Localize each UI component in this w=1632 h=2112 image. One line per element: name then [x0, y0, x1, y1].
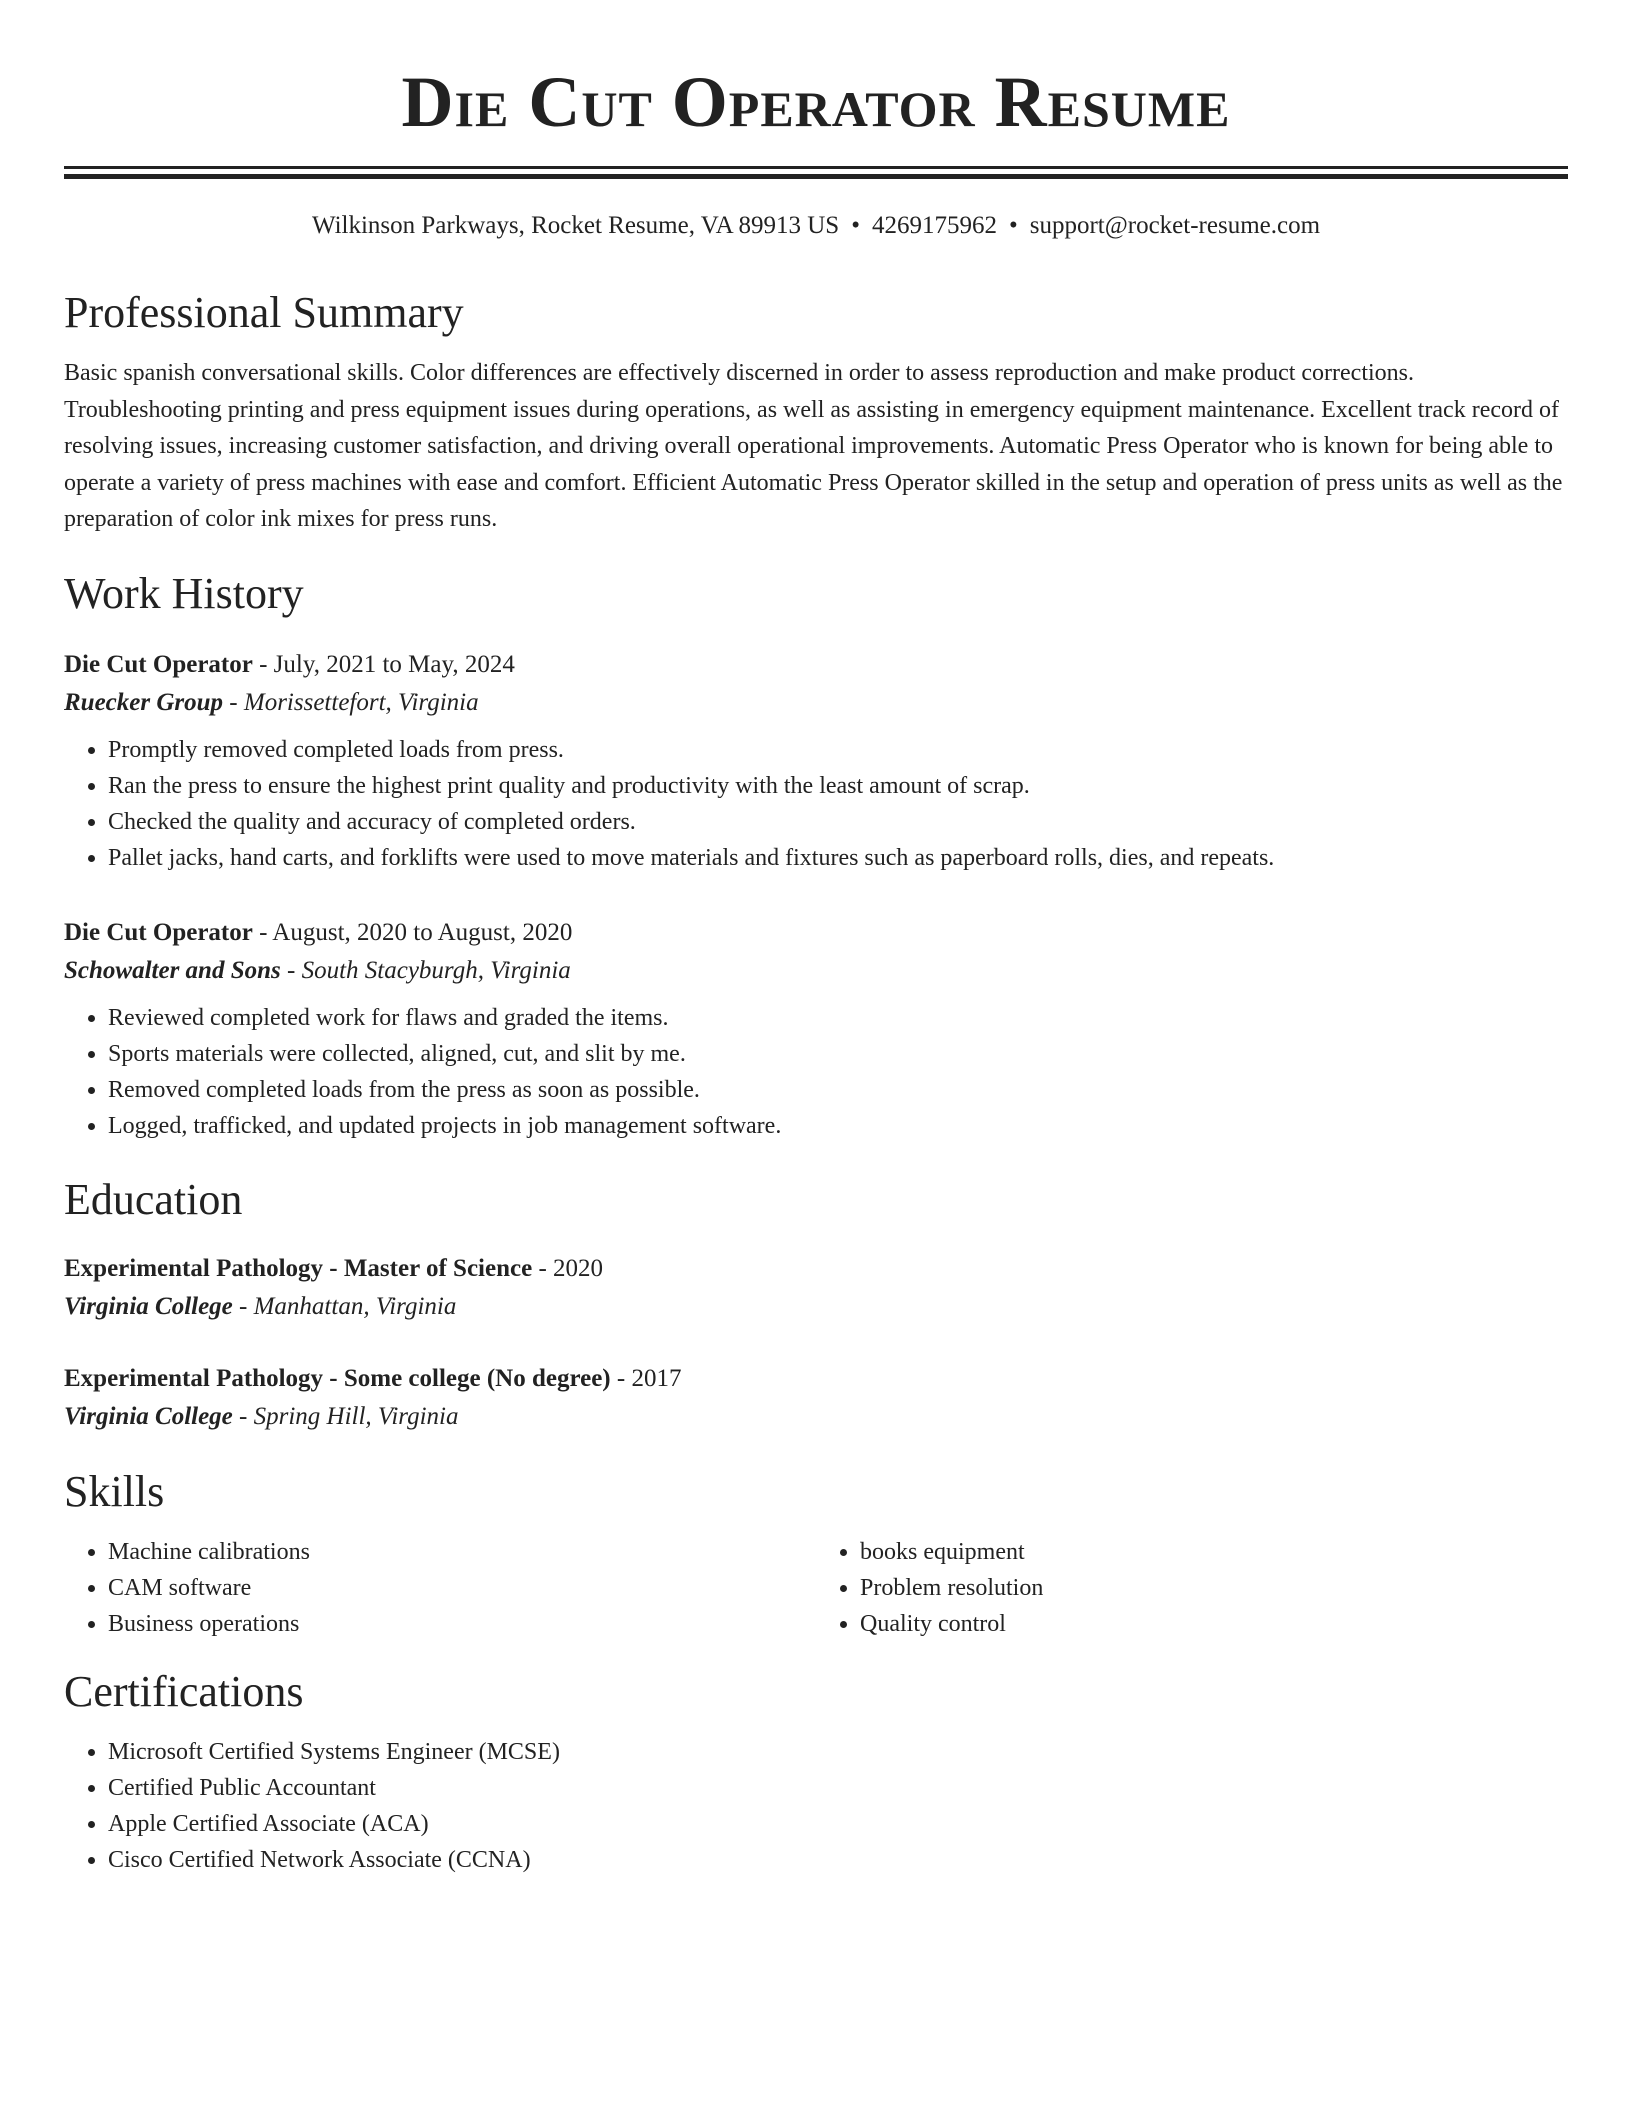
list-item: • Pallet jacks, hand carts, and forklifts were used to move materials and fixtures such as paperboard rolls, dies, and repeats. [108, 840, 1568, 876]
job-company-line [64, 684, 1568, 722]
degree: Experimental Pathology - Master of Science [64, 1254, 533, 1282]
list-item: • Microsoft Certified Systems Engineer (MCSE) [108, 1734, 1568, 1770]
list-item: • Logged, trafficked, and updated projects in job management software. [108, 1108, 1568, 1144]
skills-section [64, 1464, 1568, 1642]
list-item: • Business operations [108, 1606, 816, 1642]
work-history-heading: Work History [64, 568, 304, 618]
school-line [64, 1288, 1568, 1326]
education-entry [64, 1360, 1568, 1436]
resume-page [64, 0, 1568, 1878]
job-title: Die Cut Operator [64, 650, 253, 678]
job-location: - Morissettefort, Virginia [223, 688, 479, 716]
list-item: • Quality control [860, 1606, 1568, 1642]
degree-line [64, 1360, 1568, 1398]
title-double-rule [64, 166, 1568, 179]
contact-address: Wilkinson Parkways, Rocket Resume, VA 89913 US [311, 212, 840, 239]
degree-year: - 2017 [610, 1364, 682, 1392]
summary-heading: Professional Summary [64, 288, 464, 337]
job-title-line [64, 646, 1568, 684]
summary-section [64, 285, 1568, 538]
list-item: • Reviewed completed work for flaws and graded the items. [108, 1000, 1568, 1036]
job-location: - South Stacyburgh, Virginia [280, 956, 571, 984]
list-item: • Promptly removed completed loads from press. [108, 732, 1568, 768]
job-entry [64, 914, 1568, 1144]
skills-grid [64, 1520, 1568, 1642]
contact-phone: 4269175962 [871, 212, 997, 239]
list-item: • Certified Public Accountant [108, 1770, 1568, 1806]
school-line [64, 1398, 1568, 1436]
list-item: • Checked the quality and accuracy of completed orders. [108, 804, 1568, 840]
list-item: • books equipment [860, 1534, 1568, 1570]
list-item: • Problem resolution [860, 1570, 1568, 1606]
job-entry [64, 646, 1568, 876]
skills-column-left [64, 1534, 816, 1642]
school: Virginia College [64, 1292, 233, 1320]
degree: Experimental Pathology - Some college (No degree) [64, 1364, 611, 1392]
degree-year: - 2020 [532, 1254, 604, 1282]
school-location: - Manhattan, Virginia [232, 1292, 457, 1320]
job-dates: - August, 2020 to August, 2020 [252, 918, 573, 946]
list-item: • Sports materials were collected, aligned, cut, and slit by me. [108, 1036, 1568, 1072]
certifications-heading: Certifications [64, 1666, 304, 1716]
job-title-line [64, 914, 1568, 952]
school: Virginia College [64, 1402, 233, 1430]
list-item: • Ran the press to ensure the highest print quality and productivity with the least amount of scrap. [108, 768, 1568, 804]
resume-title: Die Cut Operator Resume [401, 62, 1231, 142]
list-item: • Cisco Certified Network Associate (CCNA) [108, 1842, 1568, 1878]
work-history-section [64, 566, 1568, 1144]
contact-separator: • [851, 212, 860, 239]
job-bullets [64, 732, 1568, 876]
job-company: Schowalter and Sons [64, 956, 281, 984]
skills-column-right [816, 1534, 1568, 1642]
list-item: • Removed completed loads from the press as soon as possible. [108, 1072, 1568, 1108]
education-entry [64, 1250, 1568, 1326]
education-section [64, 1172, 1568, 1436]
job-dates: - July, 2021 to May, 2024 [252, 650, 515, 678]
contact-line [64, 209, 1568, 243]
list-item: • Machine calibrations [108, 1534, 816, 1570]
degree-line [64, 1250, 1568, 1288]
list-item: • Apple Certified Associate (ACA) [108, 1806, 1568, 1842]
job-company: Ruecker Group [64, 688, 224, 716]
contact-email: support@rocket-resume.com [1029, 212, 1321, 239]
job-title: Die Cut Operator [64, 918, 253, 946]
skills-heading: Skills [64, 1466, 165, 1516]
contact-separator: • [1008, 212, 1018, 239]
school-location: - Spring Hill, Virginia [232, 1402, 459, 1430]
job-bullets [64, 1000, 1568, 1144]
list-item: • CAM software [108, 1570, 816, 1606]
job-company-line [64, 952, 1568, 990]
certifications-list [64, 1734, 1568, 1878]
education-heading: Education [64, 1174, 243, 1224]
certifications-section [64, 1664, 1568, 1878]
summary-text: Basic spanish conversational skills. Color differences are effectively discerned in order to assess reproduction and make product corrections. Troubleshooting printing and press equipment issues during operations, as well as assisting in emergency equipment maintenance. Excellent track record of resolving issues, increasing customer satisfaction, and driving overall operational improvements. Automatic Press Operator who is known for being able to operate a variety of press machines with ease and comfort. Efficient Automatic Press Operator skilled in the setup and operation of press units as well as the preparation of color ink mixes for press runs. [64, 360, 1563, 532]
